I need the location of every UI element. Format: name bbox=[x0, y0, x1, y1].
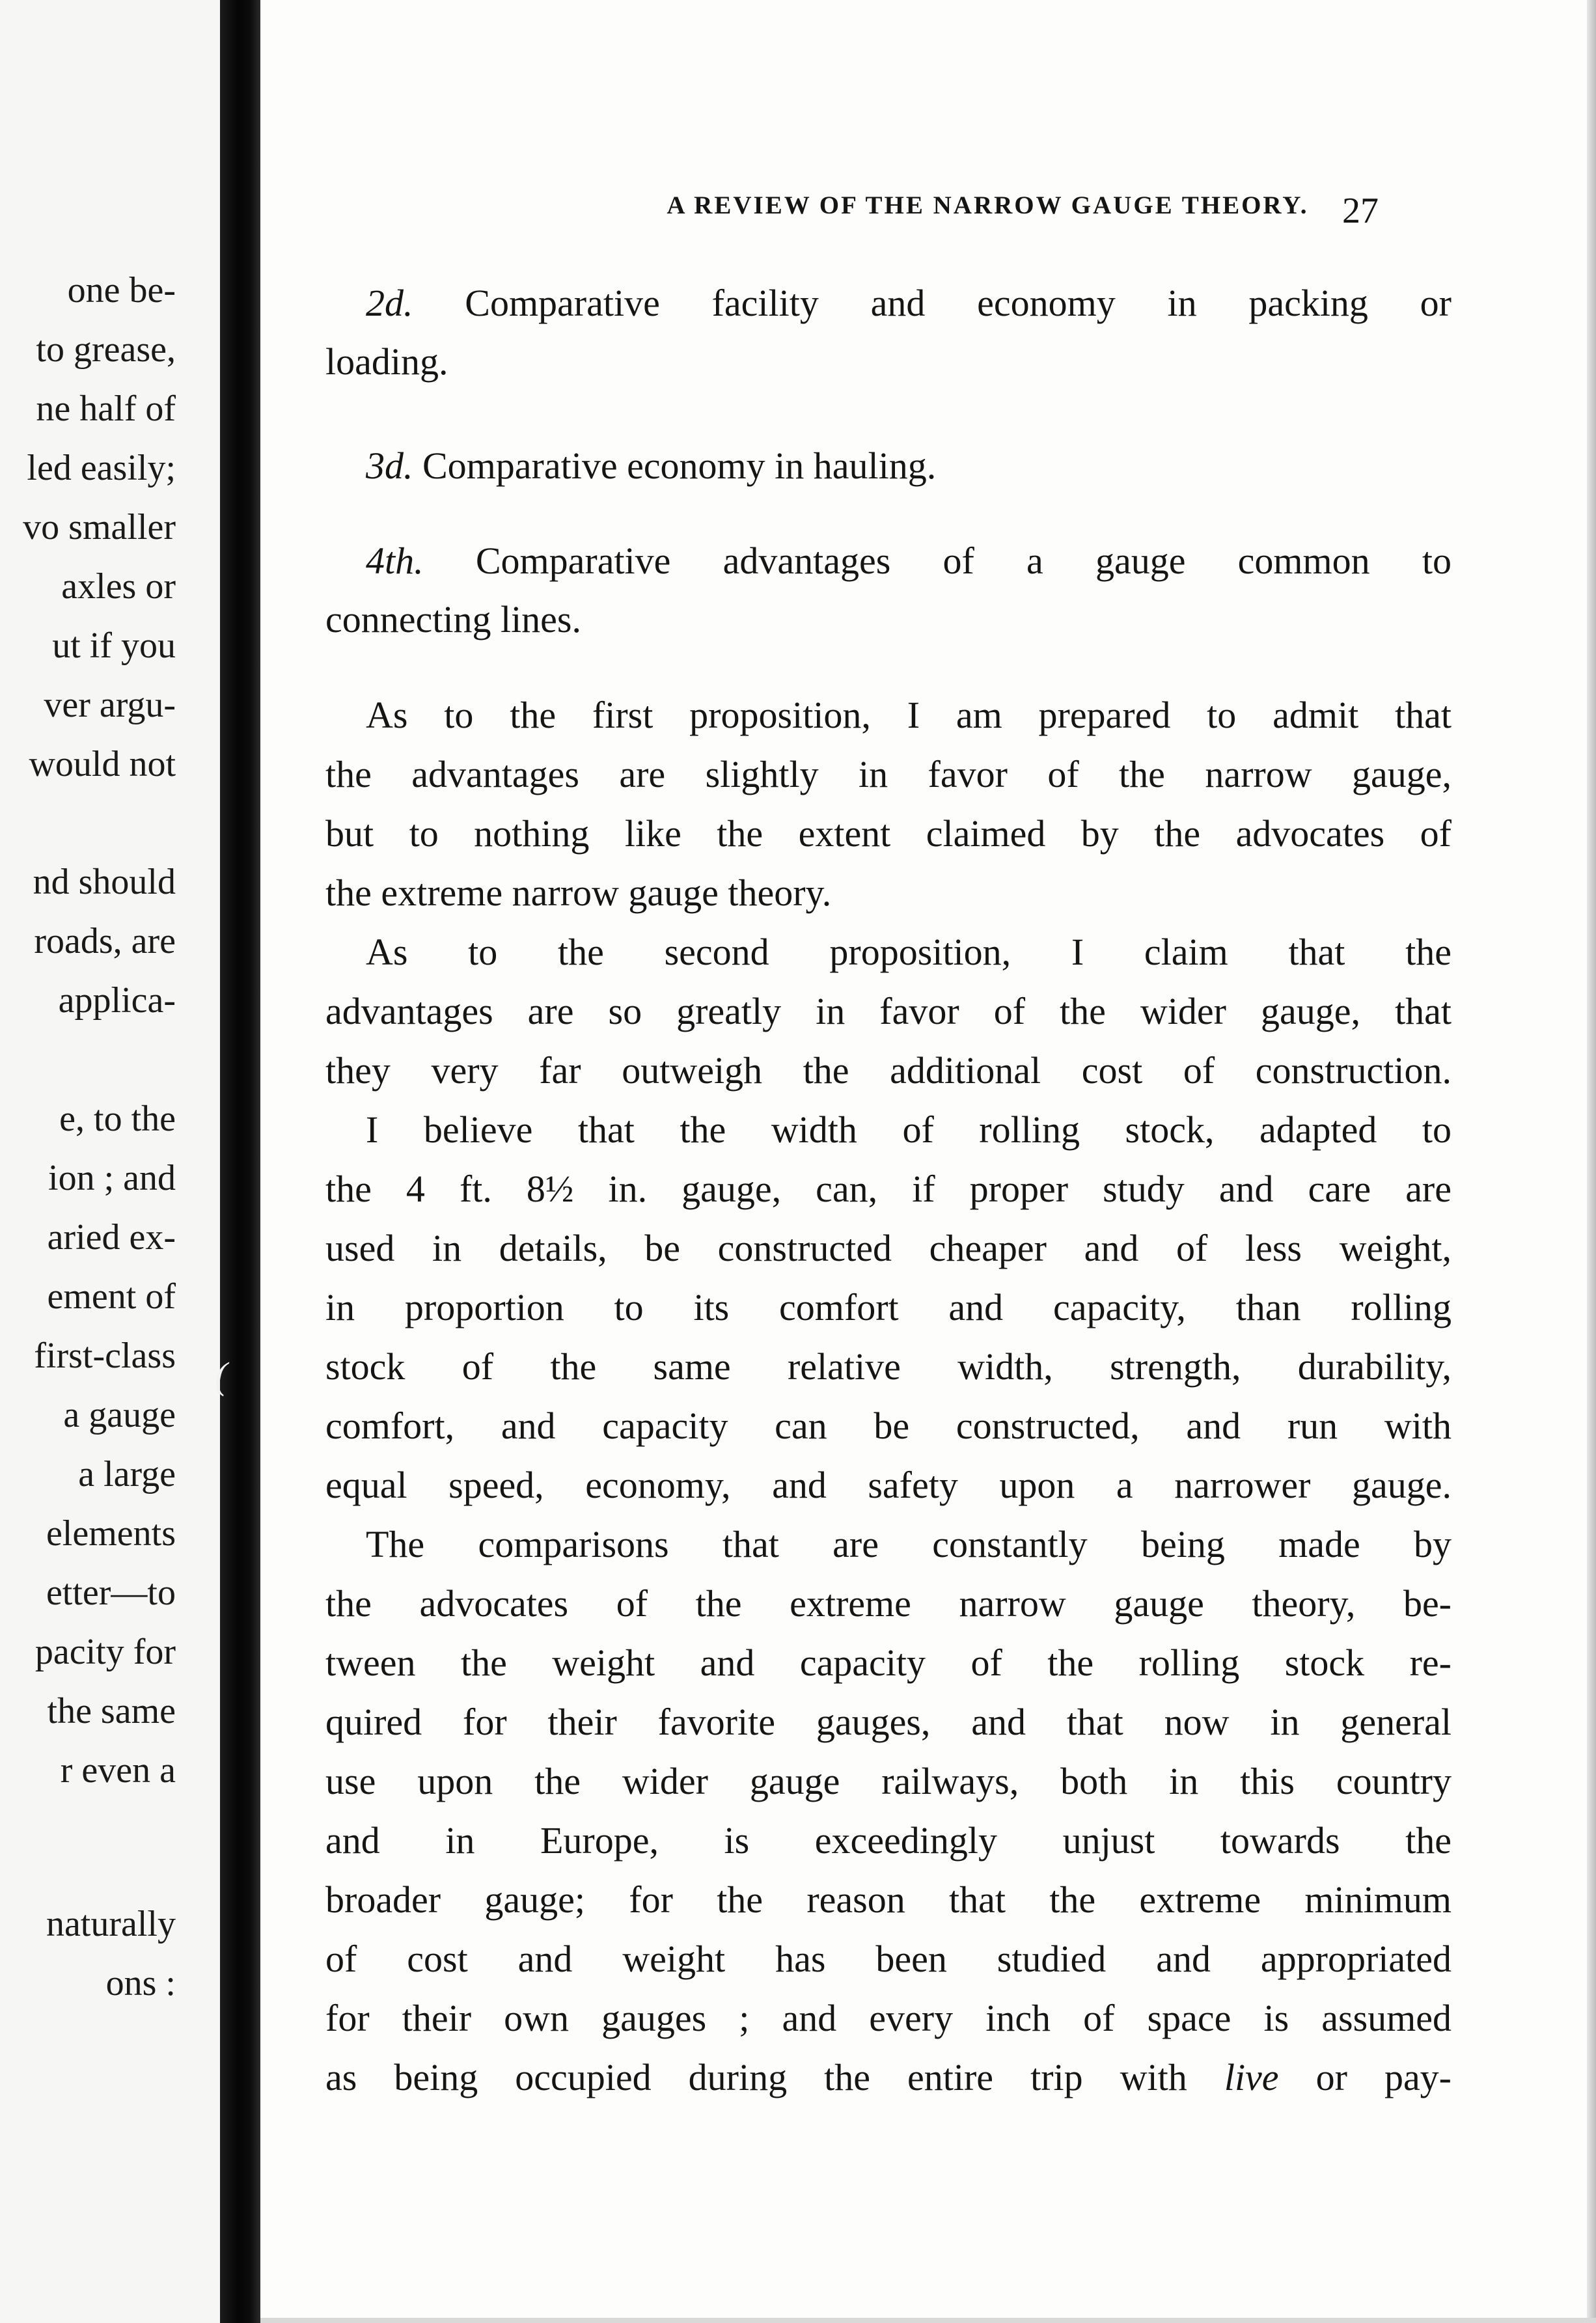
list-label: 2d. bbox=[366, 282, 413, 324]
text-line: the advocates of the extreme narrow gauge theory, be- bbox=[325, 1582, 1452, 1625]
text-line: used in details, be constructed cheaper and of less weight, bbox=[325, 1227, 1452, 1269]
facing-page-line: aried ex- bbox=[47, 1217, 176, 1258]
text-line: comfort, and capacity can be constructed, and run with bbox=[325, 1405, 1452, 1447]
text-run: or pay- bbox=[1278, 2056, 1452, 2098]
text-line: stock of the same relative width, strength, durability, bbox=[325, 1345, 1452, 1388]
book-page bbox=[260, 0, 1596, 2323]
list-text: Comparative advantages of a gauge common to bbox=[423, 540, 1452, 582]
facing-page-line: to grease, bbox=[36, 329, 176, 370]
text-line: The comparisons that are constantly being made by bbox=[366, 1523, 1452, 1565]
text-line: and in Europe, is exceedingly unjust towards the bbox=[325, 1819, 1452, 1862]
facing-page-line: a large bbox=[78, 1454, 176, 1494]
facing-page-line: pacity for bbox=[34, 1632, 176, 1672]
text-line: tween the weight and capacity of the rolling stock re- bbox=[325, 1642, 1452, 1684]
facing-page-line: the same bbox=[47, 1691, 176, 1731]
running-head: A REVIEW OF THE NARROW GAUGE THEORY. bbox=[667, 191, 1309, 219]
text-line: the 4 ft. 8½ in. gauge, can, if proper study and care are bbox=[325, 1168, 1452, 1210]
text-line: equal speed, economy, and safety upon a narrower gauge. bbox=[325, 1464, 1452, 1506]
facing-page-line: ver argu- bbox=[44, 685, 176, 725]
facing-page-line: nd should bbox=[33, 862, 176, 902]
text-line: use upon the wider gauge railways, both in this country bbox=[325, 1760, 1452, 1802]
facing-page-line: elements bbox=[46, 1513, 176, 1554]
facing-page-line: roads, are bbox=[34, 921, 176, 961]
text-line bbox=[325, 274, 1452, 333]
text-line bbox=[325, 532, 1452, 590]
text-line: advantages are so greatly in favor of the wider gauge, that bbox=[325, 990, 1452, 1032]
facing-page-line: axles or bbox=[61, 566, 176, 607]
gutter-mark: ( bbox=[215, 1354, 228, 1397]
facing-page-line: ne half of bbox=[36, 389, 176, 429]
page-edge bbox=[1587, 0, 1596, 2323]
facing-page-line: ion ; and bbox=[48, 1158, 176, 1198]
text-line: quired for their favorite gauges, and that now in general bbox=[325, 1701, 1452, 1743]
book-gutter-shadow bbox=[220, 0, 260, 2323]
text-line: of cost and weight has been studied and appropriated bbox=[325, 1938, 1452, 1980]
facing-page-line: ons : bbox=[105, 1963, 176, 2003]
facing-page-line: naturally bbox=[46, 1904, 176, 1944]
text-run: as being occupied during the entire trip with bbox=[325, 2056, 1224, 2098]
facing-page-line: vo smaller bbox=[23, 507, 176, 547]
facing-page-line: first-class bbox=[34, 1336, 176, 1376]
list-label: 4th. bbox=[366, 540, 424, 582]
text-line: but to nothing like the extent claimed by the advocates of bbox=[325, 812, 1452, 855]
facing-page-line: ement of bbox=[47, 1276, 176, 1317]
text-line: for their own gauges ; and every inch of space is assumed bbox=[325, 1997, 1452, 2039]
text-line: connecting lines. bbox=[325, 598, 582, 640]
text-line: the advantages are slightly in favor of the narrow gauge, bbox=[325, 753, 1452, 795]
facing-page-line: one be- bbox=[67, 270, 176, 310]
list-text: Comparative facility and economy in packing or bbox=[413, 282, 1452, 324]
list-text: Comparative economy in hauling. bbox=[413, 445, 937, 487]
facing-page-fragment bbox=[0, 0, 220, 2323]
text-line: broader gauge; for the reason that the extreme minimum bbox=[325, 1878, 1452, 1921]
facing-page-line: ut if you bbox=[52, 625, 176, 666]
facing-page-line: a gauge bbox=[63, 1395, 176, 1435]
list-label: 3d. bbox=[366, 445, 413, 487]
text-line: the extreme narrow gauge theory. bbox=[325, 872, 832, 914]
text-line: As to the first proposition, I am prepared to admit that bbox=[366, 694, 1452, 736]
facing-page-line: r even a bbox=[60, 1750, 176, 1791]
facing-page-line: applica- bbox=[58, 980, 176, 1021]
facing-page-line: etter—to bbox=[46, 1573, 176, 1613]
text-line bbox=[325, 2048, 1452, 2107]
text-line: As to the second proposition, I claim that the bbox=[366, 931, 1452, 973]
text-line: they very far outweigh the additional cost of construction. bbox=[325, 1049, 1452, 1092]
facing-page-line: e, to the bbox=[59, 1099, 176, 1139]
text-line bbox=[325, 437, 1452, 495]
italic-word: live bbox=[1224, 2056, 1279, 2098]
text-line: I believe that the width of rolling stock, adapted to bbox=[366, 1108, 1452, 1151]
facing-page-line: led easily; bbox=[27, 448, 176, 488]
text-line: in proportion to its comfort and capacity, than rolling bbox=[325, 1286, 1452, 1328]
page-number: 27 bbox=[1342, 191, 1379, 231]
facing-page-line: would not bbox=[29, 744, 176, 784]
page-bottom-edge bbox=[260, 2318, 1596, 2323]
text-line: loading. bbox=[325, 340, 448, 383]
